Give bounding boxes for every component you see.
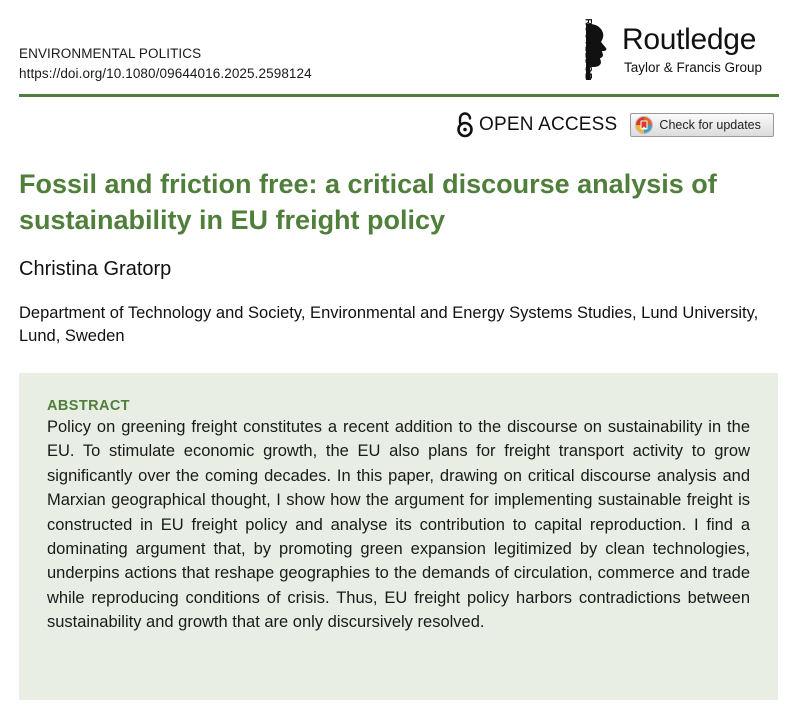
routledge-mark (572, 18, 614, 82)
publisher-name: Routledge (622, 23, 757, 56)
author-name[interactable]: Christina Gratorp (19, 258, 172, 280)
doi-link[interactable]: https://doi.org/10.1080/09644016.2025.2598124 (19, 66, 312, 81)
publisher-vertical-label: ROUTLEDGE (583, 18, 594, 80)
crossmark-icon (635, 116, 653, 134)
author-affiliation: Department of Technology and Society, Environmental and Energy Systems Studies, Lund University, Lund, Sweden (19, 304, 759, 345)
check-for-updates-label: Check for updates (659, 118, 761, 132)
article-title: Fossil and friction free: a critical discourse analysis of sustainability in EU freight policy (19, 169, 717, 235)
check-for-updates-button[interactable] (630, 113, 774, 137)
abstract-text: Policy on greening freight constitutes a recent addition to the discourse on sustainability in the EU. To stimulate economic growth, the EU also plans for freight transport activity to grow significantly over the coming decades. In this paper, drawing on critical discourse analysis and Marxian geographical thought, I show how the argument for implementing sustainable freight is constructed in EU freight policy and analyse its contribution to capital reproduction. I find a dominating argument that, by promoting green expansion legitimized by clean technologies, underpins actions that reshape geographies to the demands of circulation, commerce and trade while reproducing conditions of crisis. Thus, EU freight policy harbors contradictions between sustainability and growth that are only discursively resolved. (47, 418, 750, 632)
publisher-group: Taylor & Francis Group (624, 60, 763, 75)
publisher-logo (572, 18, 782, 82)
header-divider (19, 94, 779, 97)
access-row (456, 110, 774, 140)
journal-header (19, 44, 312, 84)
journal-name: ENVIRONMENTAL POLITICS (19, 46, 202, 61)
open-lock-icon (456, 112, 474, 138)
abstract-heading: ABSTRACT (47, 398, 130, 414)
open-access-label: OPEN ACCESS (479, 114, 618, 135)
abstract-box (19, 373, 778, 700)
